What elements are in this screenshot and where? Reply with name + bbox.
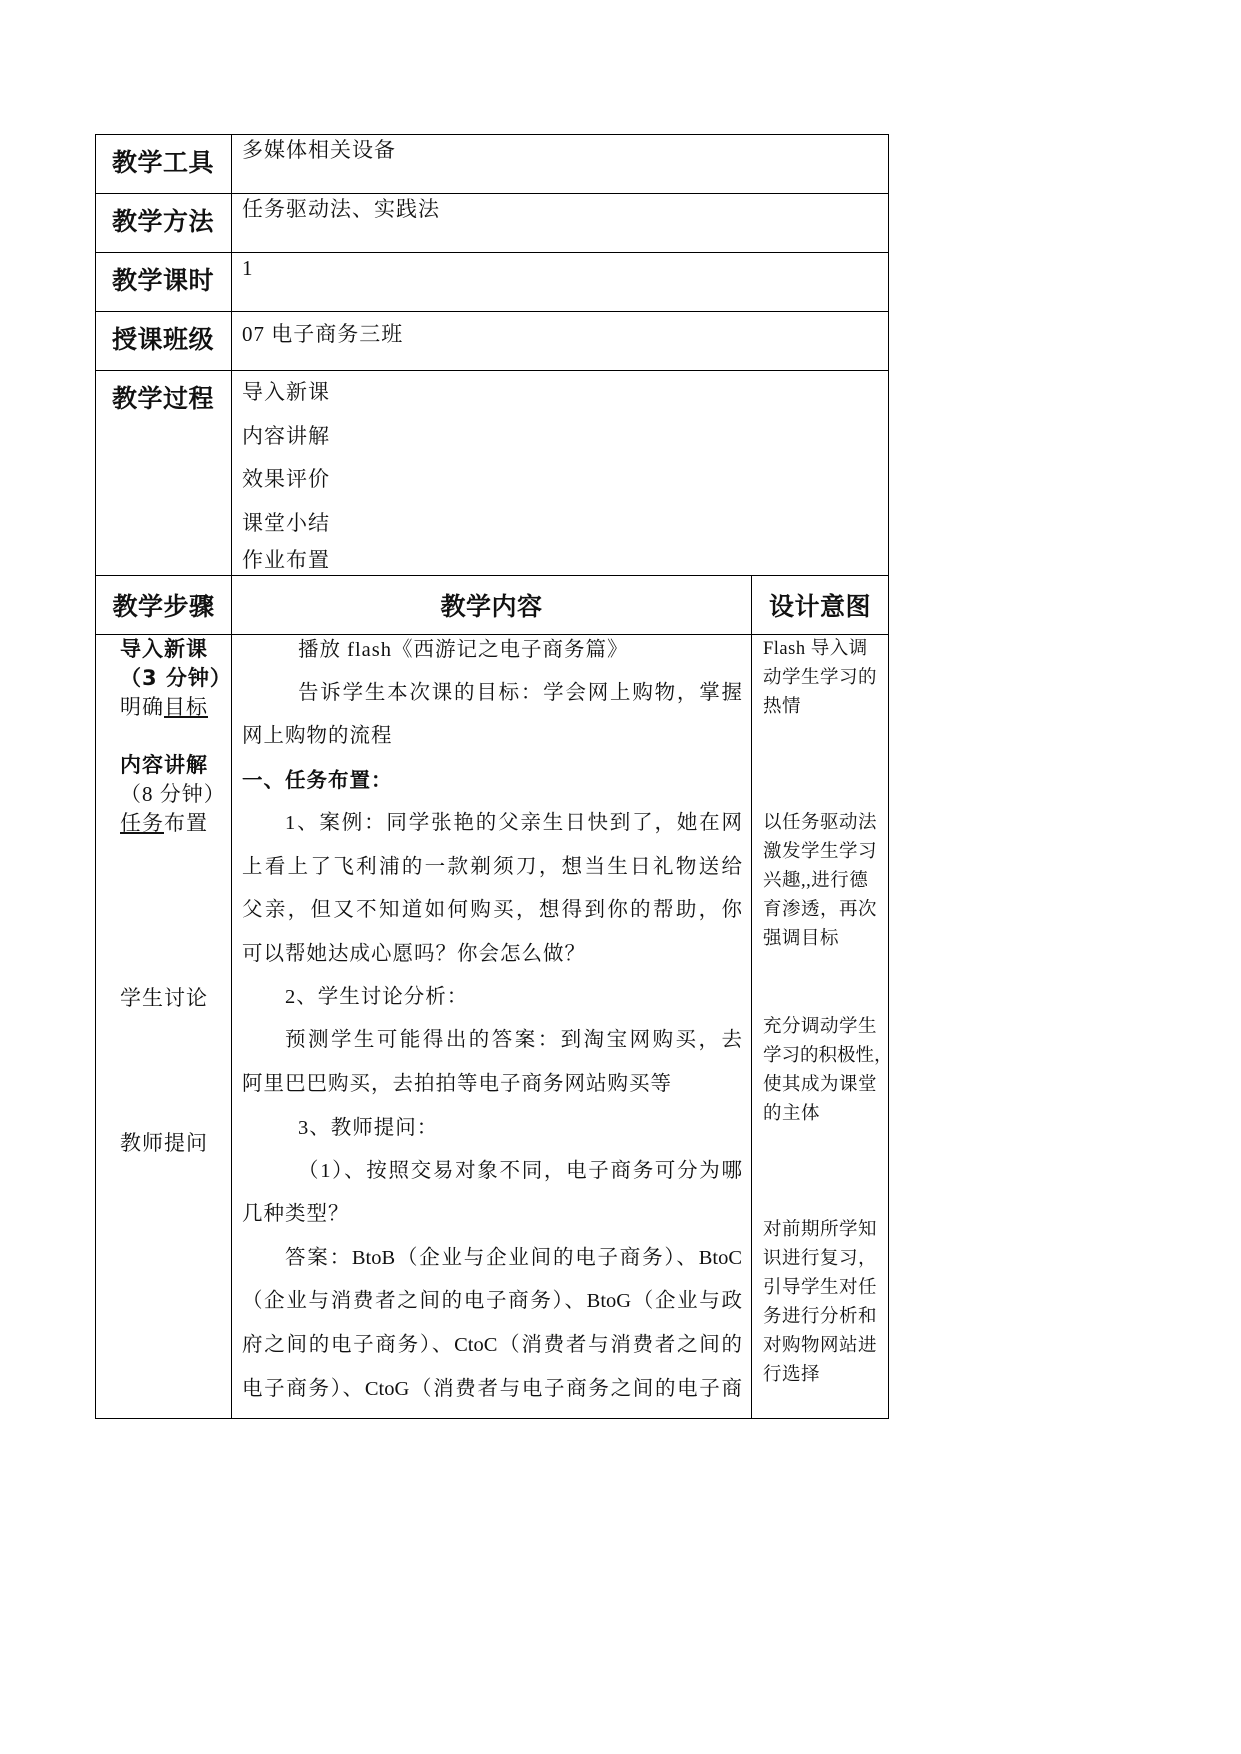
content-cell bbox=[232, 635, 752, 1419]
step-task-suffix: 布置 bbox=[164, 811, 208, 835]
content-line: 1、案例：同学张艳的父亲生日快到了，她在网 bbox=[285, 812, 742, 834]
content-line: 府之间的电子商务）、CtoC（消费者与消费者之间的 bbox=[242, 1334, 742, 1356]
intent-line: 对前期所学知 bbox=[763, 1220, 878, 1240]
intent-line: 热情 bbox=[763, 697, 802, 717]
intent-line: 以任务驱动法 bbox=[763, 813, 878, 833]
intent-line: 动学生学习的 bbox=[763, 668, 878, 688]
value-cell-tools bbox=[232, 135, 889, 194]
intent-line: 行选择 bbox=[763, 1365, 821, 1385]
value-teaching-methods: 任务驱动法、实践法 bbox=[242, 197, 440, 221]
label-teaching-methods: 教学方法 bbox=[112, 207, 215, 236]
intent-line: 充分调动学生 bbox=[763, 1017, 878, 1037]
intent-line: 育渗透，再次 bbox=[763, 900, 878, 920]
intent-line: 兴趣,,进行德 bbox=[763, 871, 869, 891]
label-teaching-hours: 教学课时 bbox=[112, 266, 215, 295]
step-task-assignment bbox=[120, 809, 208, 837]
process-item: 内容讲解 bbox=[242, 424, 330, 448]
content-line: 可以帮她达成心愿吗？你会怎么做？ bbox=[242, 943, 586, 965]
step-student-discussion: 学生讨论 bbox=[120, 986, 208, 1010]
content-line: 2、学生讨论分析： bbox=[285, 986, 469, 1008]
label-cell-methods bbox=[96, 194, 232, 253]
step-intro-duration: （3 分钟） bbox=[120, 666, 232, 690]
value-class: 07 电子商务三班 bbox=[242, 322, 404, 346]
intent-line: 务进行分析和 bbox=[763, 1307, 878, 1327]
label-teaching-process: 教学过程 bbox=[112, 384, 215, 413]
content-line: 父亲，但又不知道如何购买，想得到你的帮助，你 bbox=[242, 899, 742, 921]
step-explain-duration: （8 分钟） bbox=[120, 782, 226, 806]
label-cell-hours bbox=[96, 253, 232, 312]
intent-line: 使其成为课堂 bbox=[763, 1075, 878, 1095]
header-design-intent: 设计意图 bbox=[768, 592, 871, 621]
intent-line: 激发学生学习 bbox=[763, 842, 878, 862]
content-section-heading: 一、任务布置： bbox=[242, 768, 393, 792]
value-teaching-hours: 1 bbox=[242, 256, 254, 280]
header-teaching-content: 教学内容 bbox=[440, 592, 543, 621]
value-cell-hours bbox=[232, 253, 889, 312]
intent-line: Flash 导入调 bbox=[763, 639, 868, 659]
content-line: 几种类型？ bbox=[242, 1203, 350, 1225]
content-line: 预测学生可能得出的答案：到淘宝网购买，去 bbox=[285, 1029, 742, 1051]
step-goal-prefix: 明确 bbox=[120, 695, 164, 719]
intent-line: 引导学生对任 bbox=[763, 1278, 878, 1298]
step-explain-title: 内容讲解 bbox=[120, 753, 208, 777]
value-cell-process bbox=[232, 371, 889, 576]
lesson-plan-table bbox=[95, 134, 893, 1419]
content-line: 阿里巴巴购买，去拍拍等电子商务网站购买等 bbox=[242, 1073, 672, 1095]
value-teaching-tools: 多媒体相关设备 bbox=[242, 138, 396, 162]
content-line: 网上购物的流程 bbox=[242, 725, 393, 747]
step-intro-title: 导入新课 bbox=[120, 637, 208, 661]
label-teaching-tools: 教学工具 bbox=[112, 148, 215, 177]
process-item: 课堂小结 bbox=[242, 511, 330, 535]
process-item: 导入新课 bbox=[242, 380, 330, 404]
intent-line: 强调目标 bbox=[763, 929, 840, 949]
content-line: 电子商务）、CtoG（消费者与电子商务之间的电子商 bbox=[242, 1378, 742, 1400]
step-clarify-goal bbox=[120, 693, 208, 721]
intent-line: 对购物网站进 bbox=[763, 1336, 878, 1356]
label-class: 授课班级 bbox=[112, 325, 215, 354]
process-item: 效果评价 bbox=[242, 467, 330, 491]
content-line: 播放 flash《西游记之电子商务篇》 bbox=[298, 639, 629, 661]
intent-line: 学习的积极性， bbox=[763, 1046, 893, 1066]
intent-line: 的主体 bbox=[763, 1104, 821, 1124]
content-line: 答案：BtoB（企业与企业间的电子商务）、BtoC bbox=[285, 1247, 742, 1269]
step-task-underlined: 任务 bbox=[120, 811, 164, 835]
header-cell-content bbox=[232, 576, 752, 635]
label-cell-tools bbox=[96, 135, 232, 194]
header-cell-intent bbox=[752, 576, 889, 635]
step-goal-underlined: 目标 bbox=[164, 695, 208, 719]
content-line: 上看上了飞利浦的一款剃须刀，想当生日礼物送给 bbox=[242, 856, 742, 878]
content-line: （企业与消费者之间的电子商务）、BtoG（企业与政 bbox=[242, 1290, 742, 1312]
value-cell-methods bbox=[232, 194, 889, 253]
label-cell-class bbox=[96, 312, 232, 371]
intent-cell bbox=[752, 635, 893, 1419]
process-item: 作业布置 bbox=[242, 548, 330, 572]
header-cell-step bbox=[96, 576, 232, 635]
content-line: 告诉学生本次课的目标：学会网上购物，掌握 bbox=[298, 682, 742, 704]
step-teacher-questioning: 教师提问 bbox=[120, 1131, 208, 1155]
steps-cell bbox=[96, 635, 232, 1419]
value-cell-class bbox=[232, 312, 889, 371]
content-line: （1）、按照交易对象不同，电子商务可分为哪 bbox=[298, 1160, 742, 1182]
label-cell-process bbox=[96, 371, 232, 576]
header-teaching-steps: 教学步骤 bbox=[112, 592, 215, 621]
intent-line: 识进行复习， bbox=[763, 1249, 878, 1269]
content-line: 3、教师提问： bbox=[298, 1117, 439, 1139]
